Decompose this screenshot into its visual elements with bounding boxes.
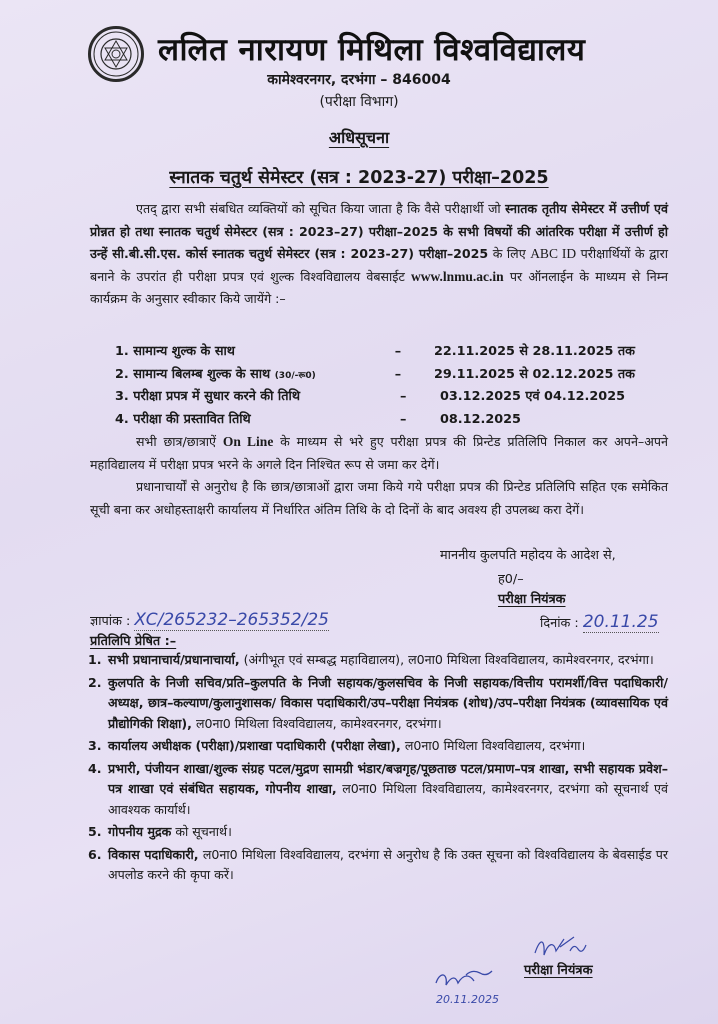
item-text: प्रभारी, पंजीयन शाखा/शुल्क संग्रह पटल/मुद्रण सामग्री भंडार/बज्रगृह/पूछताछ पटल/प्रमाण–पत्र शाखा, सभी सहायक प्रवेश–पत्र शाखा एवं संबंधित सहायक, गोपनीय शाखा, ल0ना0 मिथिला विश्वविद्यालय, कामेश्वरनगर, दरभंगा को सूचनार्थ एवं आवश्यक कार्यार्थ। [108,760,668,817]
online-text-2: के माध्यम से भरे हुए परीक्षा प्रपत्र की प्रिन्टेड प्रतिलिपि निकाल कर अपने–अपने महाविद्यालय में परीक्षा प्रपत्र भरने के अगले दिन निश्चित रूप से जमा कर देगें। [90,434,668,472]
abc-id-text: ABC ID [530,246,577,261]
university-name: ललित नारायण मिथिला विश्वविद्यालय [158,32,586,68]
schedule-row [115,386,635,409]
schedule-dash: – [394,366,402,382]
vc-order-line: माननीय कुलपति महोदय के आदेश से, [440,548,616,563]
schedule-row [115,409,635,432]
notice-title [0,126,718,148]
memo-label: ज्ञापांक : [90,614,131,629]
item-text: विकास पदाधिकारी, ल0ना0 मिथिला विश्वविद्यालय, दरभंगा से अनुरोध है कि उक्त सूचना को विश्वविद्यालय के बेवसाईड पर अपलोड करने की कृपा करें। [108,846,668,882]
footer-controller-designation: परीक्षा नियंत्रक [524,963,593,978]
intro-text-4: पर ऑनलाईन के माध्यम से निम्न कार्यक्रम के अनुसार स्वीकार किये जायेंगे :– [90,268,668,306]
item-text: सभी प्रधानाचार्य/प्रधानाचार्या, (अंगीभूत एवं सम्बद्ध महाविद्यालय), ल0ना0 मिथिला विश्वविद्यालय, कामेश्वरनगर, दरभंगा। [108,652,654,667]
memo-value: XC/265232–265352/25 [134,610,329,630]
schedule-dash: – [400,389,407,404]
schedule-row [115,341,635,364]
notice-subject-text: स्नातक चतुर्थ सेमेस्टर (सत्र : 2023-27) परीक्षा–2025 [169,168,549,188]
schedule-date: 22.11.2025 से 28.11.2025 तक [433,344,635,359]
schedule-table [115,341,635,431]
university-address: कामेश्वरनगर, दरभंगा – 846004 [267,72,451,88]
intro-text-3: परीक्षार्थियों के द्वारा बनाने के उपरांत ही परीक्षा प्रपत्र एवं शुल्क विश्वविद्यालय वेबसाईट [90,246,668,284]
initial-signature-icon [430,965,510,1010]
item-number: 2. [88,674,102,690]
date-value: 20.11.25 [582,612,659,632]
online-paragraph [90,431,668,476]
intro-text-1: एतद् द्वारा सभी संबधित व्यक्तियों को सूचित किया जाता है कि वैसे परीक्षार्थी जो [136,201,506,216]
list-item [88,822,668,843]
notice-subject [0,165,718,189]
schedule-label: 2. सामान्य बिलम्ब शुल्क के साथ (30/-रू0) [115,366,316,382]
date-label: दिनांक : [540,616,579,631]
notice-title-text: अधिसूचना [328,128,390,147]
list-item [88,673,668,735]
schedule-date: 29.11.2025 से 02.12.2025 तक [433,366,635,382]
controller-designation: परीक्षा नियंत्रक [498,592,566,607]
schedule-label: 1. सामान्य शुल्क के साथ [115,344,235,359]
website-link[interactable]: www.lnmu.ac.in [411,268,504,284]
online-text-bold: On Line [222,434,274,449]
schedule-dash: – [394,344,402,359]
item-text: गोपनीय मुद्रक को सूचनार्थ। [108,824,232,839]
schedule-dash: – [400,411,407,427]
schedule-label: 4. परीक्षा की प्रस्तावित तिथि [115,411,251,427]
signed-mark: ह0/– [498,572,524,587]
intro-text-2: के लिए [488,246,531,261]
online-text-1: सभी छात्र/छात्राऐं [136,434,223,449]
copy-forwarded-title: प्रतिलिपि प्रेषित :– [90,634,177,649]
copy-list [88,650,668,888]
list-item [88,845,668,886]
item-number: 1. [88,652,102,667]
principal-request-paragraph [90,476,668,521]
controller-signature-icon [530,933,590,963]
memo-number [90,610,329,630]
svg-text:20.11.2025: 20.11.2025 [436,993,499,1006]
memo-date [540,612,659,632]
schedule-date: 08.12.2025 [440,411,521,427]
late-fee-note: (30/-रू0) [274,370,316,381]
item-number: 6. [88,846,102,862]
department-name: (परीक्षा विभाग) [319,94,399,110]
schedule-label: 3. परीक्षा प्रपत्र में सुधार करने की तिथि [115,389,301,404]
list-item [88,736,668,757]
list-item [88,759,668,821]
intro-text-bold: स्नातक तृतीय सेमेस्टर में उत्तीर्ण एवं प्रोन्नत हो तथा स्नातक चतुर्थ सेमेस्टर (सत्र : 2023–27) परीक्षा–2025 के सभी विषयों की आंतरिक परीक्षा में उत्तीर्ण हो उन्हें सी.बी.सी.एस. कोर्स स्नातक चतुर्थ सेमेस्टर (सत्र : 2023-27) परीक्षा–2025 [90,201,668,261]
item-number: 4. [88,760,102,776]
schedule-row [115,364,635,387]
item-text: कुलपति के निजी सचिव/प्रति–कुलपति के निजी सहायक/कुलसचिव के निजी सहायक/वित्तीय परामर्शी/वित्त पदाधिकारी/अध्यक्ष, छात्र–कल्याण/कुलानुशासक/ विकास पदाधिकारी/उप–परीक्षा नियंत्रक (शोध)/उप–परीक्षा नियंत्रक (व्यावसायिक एवं प्रौद्योगिकी शिक्षा), ल0ना0 मिथिला विश्वविद्यालय, कामेश्वरनगर, दरभंगा। [108,674,668,731]
intro-paragraph [90,198,668,311]
item-number: 5. [88,824,102,839]
item-text: कार्यालय अधीक्षक (परीक्षा)/प्रशाखा पदाधिकारी (परीक्षा लेखा), ल0ना0 मिथिला विश्वविद्यालय, दरभंगा। [108,738,586,753]
item-number: 3. [88,738,102,753]
schedule-date: 03.12.2025 एवं 04.12.2025 [440,389,626,404]
list-item [88,650,668,671]
principal-request-text: प्रधानाचार्यों से अनुरोध है कि छात्र/छात्राओं द्वारा जमा किये गये परीक्षा प्रपत्र की प्रिन्टेड प्रतिलिपि सहित एक समेकित सूची बना कर अधोहस्ताक्षरी कार्यालय में निर्धारित अंतिम तिथि के दो दिनों के बाद अवश्य ही उपलब्ध करा देगें। [90,479,668,517]
